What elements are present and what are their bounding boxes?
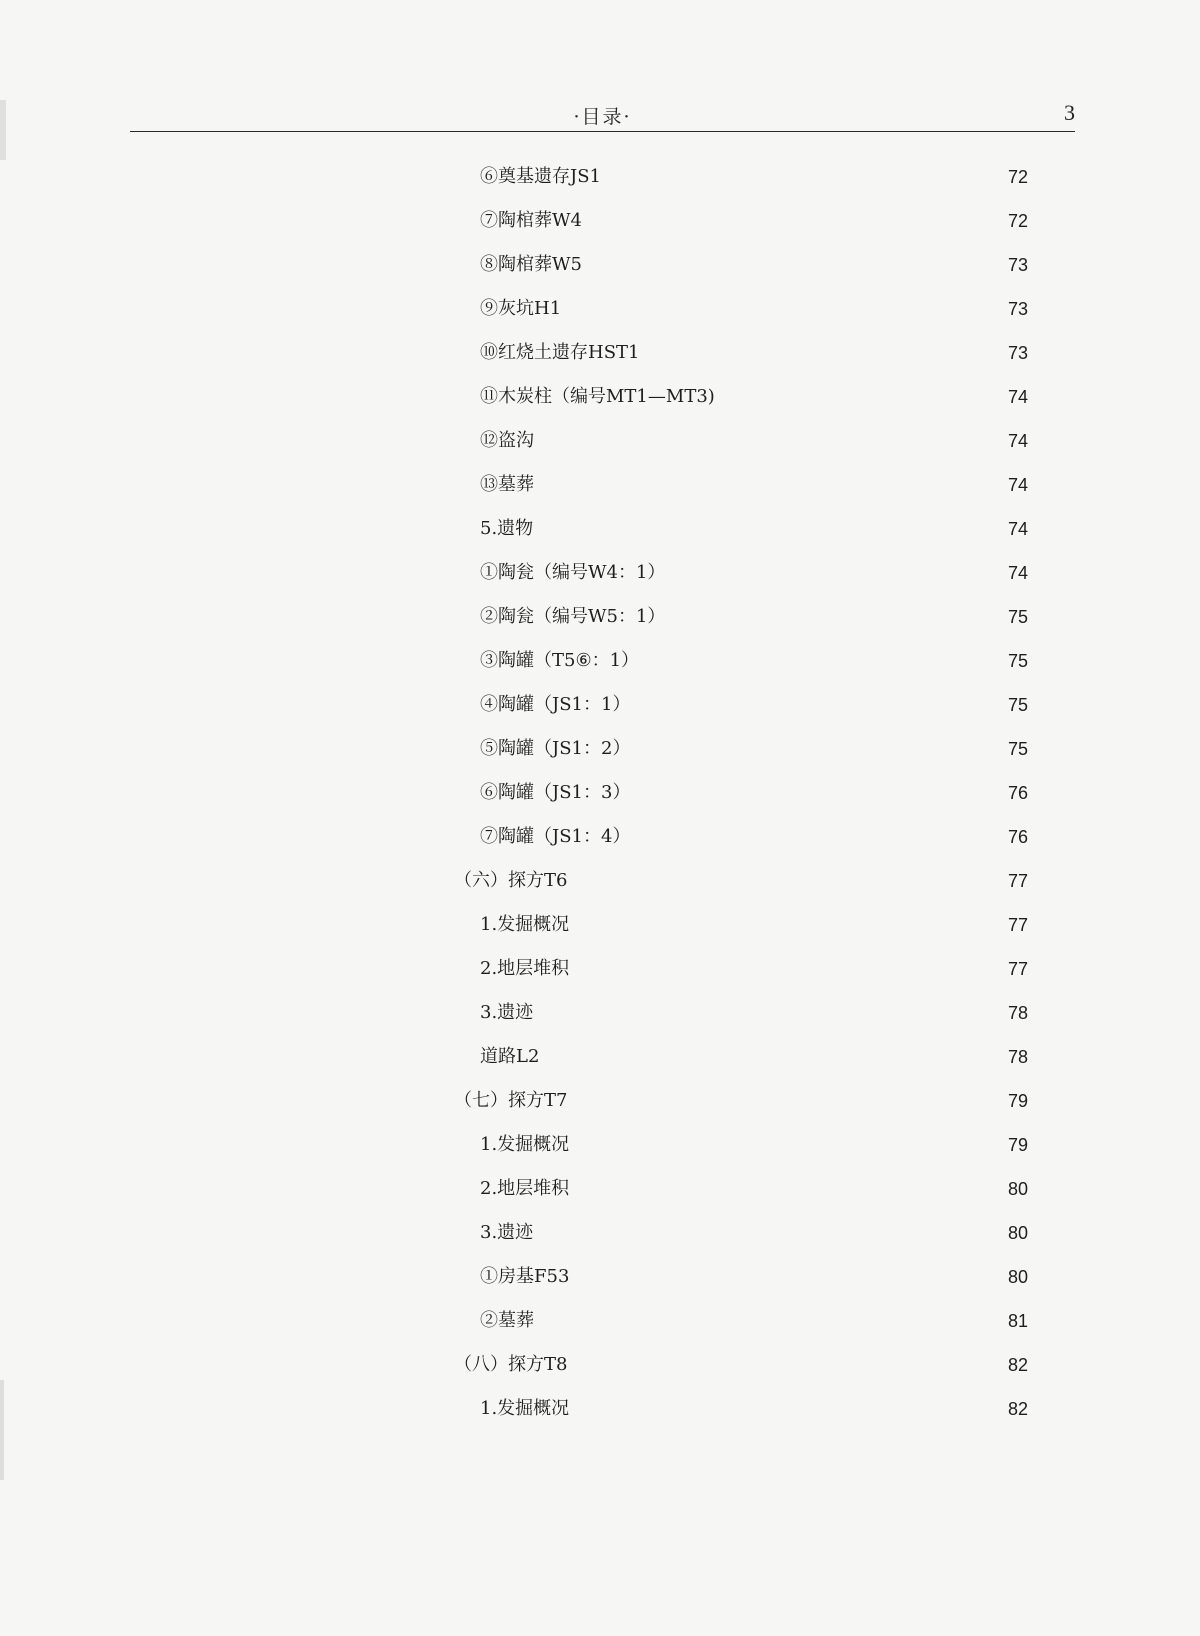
toc-entry-title: ⑦陶罐（JS1：4） bbox=[480, 826, 631, 847]
toc-entry-page: 82 bbox=[1007, 1399, 1028, 1419]
toc-section-entry bbox=[0, 866, 1200, 896]
toc-entry-page: 80 bbox=[1007, 1179, 1028, 1199]
toc-entry-page: 78 bbox=[1007, 1047, 1028, 1067]
toc-entry-page: 74 bbox=[1007, 431, 1028, 451]
toc-entry bbox=[0, 1042, 1200, 1072]
toc-entry-page: 73 bbox=[1007, 255, 1028, 275]
toc-entry bbox=[0, 602, 1200, 632]
toc-entry-title: ⑤陶罐（JS1：2） bbox=[480, 738, 631, 759]
toc-entry bbox=[0, 514, 1200, 544]
toc-entry bbox=[0, 294, 1200, 324]
running-header-title: ·目录· bbox=[573, 106, 632, 128]
toc-entry bbox=[0, 1174, 1200, 1204]
toc-entry-page: 80 bbox=[1007, 1223, 1028, 1243]
toc-entry-page: 80 bbox=[1007, 1267, 1028, 1287]
toc-entry-page: 75 bbox=[1007, 739, 1028, 759]
toc-entry-page: 73 bbox=[1007, 343, 1028, 363]
toc-entry-title: ⑥奠基遗存JS1 bbox=[480, 166, 601, 187]
toc-entry-title: ⑬墓葬 bbox=[480, 474, 534, 495]
toc-entry-page: 72 bbox=[1007, 211, 1028, 231]
toc-entry bbox=[0, 910, 1200, 940]
toc-entry-page: 74 bbox=[1007, 475, 1028, 495]
toc-entry-page: 81 bbox=[1007, 1311, 1028, 1331]
toc-entry-title: ⑨灰坑H1 bbox=[480, 298, 562, 319]
toc-entry-title: 道路L2 bbox=[480, 1046, 540, 1067]
toc-entry-page: 72 bbox=[1007, 167, 1028, 187]
toc-entry bbox=[0, 162, 1200, 192]
toc-entry-page: 74 bbox=[1007, 519, 1028, 539]
toc-entry-title: ①陶瓮（编号W4：1） bbox=[480, 562, 666, 583]
toc-entry bbox=[0, 470, 1200, 500]
toc-entry-title: 1.发掘概况 bbox=[480, 1398, 570, 1419]
toc-entry-title: （七）探方T7 bbox=[454, 1090, 568, 1111]
toc-entry-title: 3.遗迹 bbox=[480, 1222, 534, 1243]
toc-entry bbox=[0, 734, 1200, 764]
toc-entry-title: 5.遗物 bbox=[480, 518, 534, 539]
toc-entry bbox=[0, 646, 1200, 676]
toc-entry-page: 79 bbox=[1007, 1091, 1028, 1111]
page-header bbox=[130, 98, 1075, 132]
toc-section-entry bbox=[0, 1350, 1200, 1380]
toc-section-entry bbox=[0, 1086, 1200, 1116]
toc-entry-title: 2.地层堆积 bbox=[480, 1178, 570, 1199]
toc-entry-title: ③陶罐（T5⑥：1） bbox=[480, 650, 640, 671]
toc-entry bbox=[0, 1394, 1200, 1424]
toc-entry-page: 75 bbox=[1007, 651, 1028, 671]
toc-entry bbox=[0, 822, 1200, 852]
toc-entry bbox=[0, 426, 1200, 456]
toc-entry-title: （六）探方T6 bbox=[454, 870, 568, 891]
toc-entry bbox=[0, 382, 1200, 412]
toc-entry bbox=[0, 558, 1200, 588]
toc-entry-title: ⑩红烧土遗存HST1 bbox=[480, 342, 640, 363]
toc-entry-title: 1.发掘概况 bbox=[480, 1134, 570, 1155]
toc-entry-title: 1.发掘概况 bbox=[480, 914, 570, 935]
toc-entry-page: 76 bbox=[1007, 827, 1028, 847]
toc-entry bbox=[0, 1262, 1200, 1292]
toc-entry-title: 3.遗迹 bbox=[480, 1002, 534, 1023]
toc-entry-title: ①房基F53 bbox=[480, 1266, 570, 1287]
toc-entry bbox=[0, 690, 1200, 720]
toc-entry-title: ②陶瓮（编号W5：1） bbox=[480, 606, 666, 627]
toc-entry-title: ⑪木炭柱（编号MT1—MT3) bbox=[480, 386, 715, 407]
toc-entry-title: ⑧陶棺葬W5 bbox=[480, 254, 582, 275]
scan-edge-shadow bbox=[0, 100, 6, 160]
page-number: 3 bbox=[1064, 100, 1075, 125]
toc-entry bbox=[0, 250, 1200, 280]
toc-entry-page: 77 bbox=[1007, 871, 1028, 891]
toc-entry-page: 79 bbox=[1007, 1135, 1028, 1155]
header-rule bbox=[130, 131, 1075, 133]
toc-entry-title: （八）探方T8 bbox=[454, 1354, 568, 1375]
toc-entry-page: 78 bbox=[1007, 1003, 1028, 1023]
toc-entry-title: ⑥陶罐（JS1：3） bbox=[480, 782, 631, 803]
toc-entry bbox=[0, 954, 1200, 984]
toc-entry-title: 2.地层堆积 bbox=[480, 958, 570, 979]
toc-entry-page: 77 bbox=[1007, 959, 1028, 979]
toc-entry-page: 73 bbox=[1007, 299, 1028, 319]
toc-entry-title: ⑫盗沟 bbox=[480, 430, 534, 451]
toc-entry-title: ④陶罐（JS1：1） bbox=[480, 694, 631, 715]
toc-entry bbox=[0, 1130, 1200, 1160]
toc-entry bbox=[0, 206, 1200, 236]
toc-entry bbox=[0, 1218, 1200, 1248]
toc-entry-page: 74 bbox=[1007, 563, 1028, 583]
toc-entry-title: ⑦陶棺葬W4 bbox=[480, 210, 582, 231]
toc-entry-page: 75 bbox=[1007, 695, 1028, 715]
toc-entry bbox=[0, 338, 1200, 368]
toc-entry-page: 74 bbox=[1007, 387, 1028, 407]
toc-entry bbox=[0, 998, 1200, 1028]
toc-entry-page: 77 bbox=[1007, 915, 1028, 935]
toc-entry-title: ②墓葬 bbox=[480, 1310, 534, 1331]
toc-entry-page: 75 bbox=[1007, 607, 1028, 627]
toc-entry-page: 82 bbox=[1007, 1355, 1028, 1375]
toc-entry bbox=[0, 778, 1200, 808]
toc-entry-page: 76 bbox=[1007, 783, 1028, 803]
toc-entry bbox=[0, 1306, 1200, 1336]
